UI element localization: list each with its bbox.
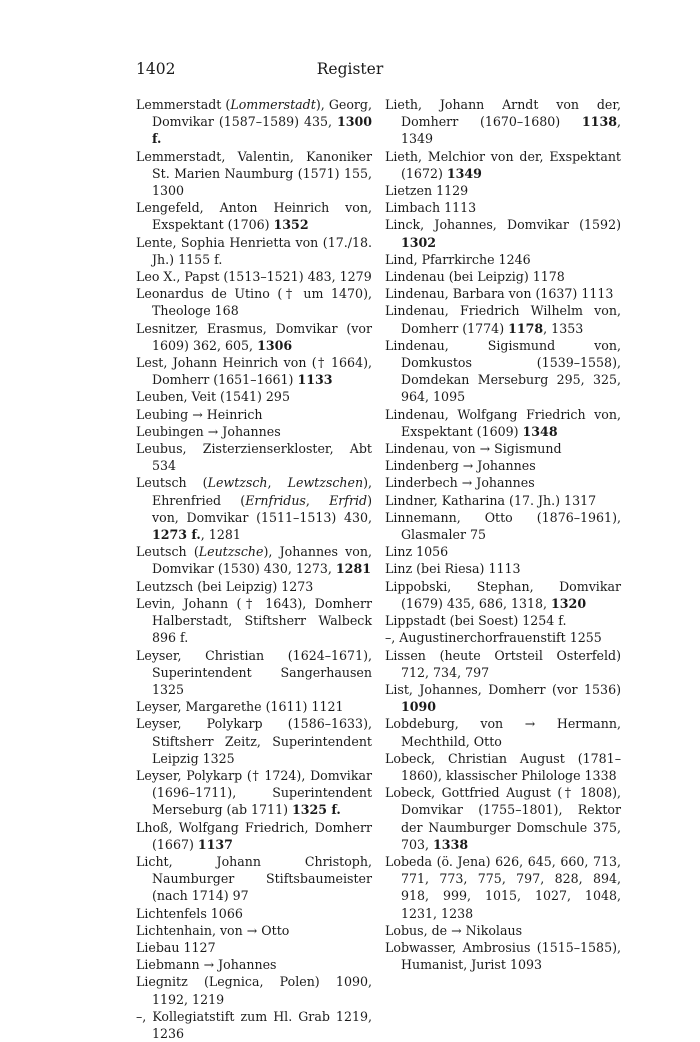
index-entry: Lieth, Melchior von der, Exspektant (1672) 1349 <box>385 148 621 181</box>
index-entry: Lengefeld, Anton Heinrich von, Exspektant (1706) 1352 <box>136 200 372 233</box>
index-entry: Lindenberg → Johannes <box>385 458 536 474</box>
index-entry: Liebmann → Johannes <box>136 957 277 973</box>
index-entry: Leyser, Polykarp († 1724), Domvikar (1696–1711), Superintendent Merseburg (ab 1711) 1325 f. <box>136 767 372 818</box>
index-entry: Lippobski, Stephan, Domvikar (1679) 435, 686, 1318, 1320 <box>385 578 621 611</box>
index-entry: –, Augustinerchorfrauenstift 1255 <box>385 630 602 646</box>
index-entry: Lest, Johann Heinrich von († 1664), Domherr (1651–1661) 1133 <box>136 355 372 388</box>
index-entry: –, Kollegiatstift zum Hl. Grab 1219, 1236 <box>136 1008 372 1041</box>
index-entry: Lemmerstadt (Lommerstadt), Georg, Domvikar (1587–1589) 435, 1300 f. <box>136 97 372 147</box>
index-entry: Leutsch (Lewtzsch, Lewtzschen), Ehrenfried (Ernfridus, Erfrid) von, Domvikar (1511–1513) 430, 1273 f., 1281 <box>136 475 372 543</box>
index-entry: Leubus, Zisterzienserkloster, Abt 534 <box>136 441 372 474</box>
index-entry: Lesnitzer, Erasmus, Domvikar (vor 1609) 362, 605, 1306 <box>136 320 372 353</box>
index-entry: Leubingen → Johannes <box>136 423 281 439</box>
index-entry: Linck, Johannes, Domvikar (1592) 1302 <box>385 217 621 250</box>
index-entry: Lindenau (bei Leipzig) 1178 <box>385 269 565 285</box>
index-entry: Lietzen 1129 <box>385 183 469 199</box>
index-entry: Linz 1056 <box>385 544 449 560</box>
index-entry: Leubing → Heinrich <box>136 406 263 422</box>
index-entry: Lichtenfels 1066 <box>136 905 243 921</box>
index-column-left <box>136 96 372 1042</box>
index-entry: Leo X., Papst (1513–1521) 483, 1279 <box>136 269 372 285</box>
index-entry: Lissen (heute Ortsteil Osterfeld) 712, 734, 797 <box>385 647 621 680</box>
index-entry: Lieth, Johann Arndt von der, Domherr (1670–1680) 1138, 1349 <box>385 97 621 147</box>
index-entry: Licht, Johann Christoph, Naumburger Stiftsbaumeister (nach 1714) 97 <box>136 853 372 904</box>
index-entry: Lobus, de → Nikolaus <box>385 922 523 938</box>
index-entry: Linnemann, Otto (1876–1961), Glasmaler 75 <box>385 509 621 543</box>
index-entry: Leuben, Veit (1541) 295 <box>136 389 290 405</box>
index-entry: List, Johannes, Domherr (vor 1536) 1090 <box>385 681 621 715</box>
index-entry: Lobwasser, Ambrosius (1515–1585), Humanist, Jurist 1093 <box>385 939 621 973</box>
index-entry: Liegnitz (Legnica, Polen) 1090, 1192, 1219 <box>136 974 372 1007</box>
index-entry: Linz (bei Riesa) 1113 <box>385 561 521 577</box>
index-entry: Lobeck, Gottfried August († 1808), Domvikar (1755–1801), Rektor der Naumburger Domschule 375, 703, 1338 <box>385 785 621 852</box>
index-entry: Lindenau, Friedrich Wilhelm von, Domherr (1774) 1178, 1353 <box>385 303 621 336</box>
index-entry: Lobeck, Christian August (1781–1860), klassischer Philologe 1338 <box>385 750 621 783</box>
index-entry: Lobdeburg, von → Hermann, Mechthild, Otto <box>385 716 621 749</box>
index-entry: Lindenau, Wolfgang Friedrich von, Exspektant (1609) 1348 <box>385 406 621 439</box>
index-entry: Leutsch (Leutzsche), Johannes von, Domvikar (1530) 430, 1273, 1281 <box>136 544 372 577</box>
index-entry: Lente, Sophia Henrietta von (17./18. Jh.) 1155 f. <box>136 234 372 267</box>
index-entry: Lindner, Katharina (17. Jh.) 1317 <box>385 492 597 508</box>
index-entry: Lichtenhain, von → Otto <box>136 922 290 938</box>
index-entry: Linderbech → Johannes <box>385 475 535 491</box>
page-number: 1402 <box>136 60 176 78</box>
index-entry: Lhoß, Wolfgang Friedrich, Domherr (1667) 1137 <box>136 819 372 852</box>
index-entry: Lobeda (ö. Jena) 626, 645, 660, 713, 771, 773, 775, 797, 828, 894, 918, 999, 1015, 1027, 1048, 1231, 1238 <box>385 853 621 921</box>
index-entry: Leyser, Margarethe (1611) 1121 <box>136 699 344 715</box>
index-entry: Limbach 1113 <box>385 200 477 216</box>
index-entry: Lippstadt (bei Soest) 1254 f. <box>385 613 567 629</box>
index-entry: Liebau 1127 <box>136 939 216 955</box>
index-entry: Leutzsch (bei Leipzig) 1273 <box>136 578 314 594</box>
index-entry: Lindenau, von → Sigismund <box>385 441 562 457</box>
index-entry: Lemmerstadt, Valentin, Kanoniker St. Marien Naumburg (1571) 155, 1300 <box>136 148 372 199</box>
index-column-right <box>385 96 621 973</box>
running-head: Register <box>316 60 384 78</box>
index-entry: Lind, Pfarrkirche 1246 <box>385 251 531 267</box>
index-entry: Lindenau, Barbara von (1637) 1113 <box>385 286 614 302</box>
index-entry: Levin, Johann († 1643), Domherr Halberstadt, Stiftsherr Walbeck 896 f. <box>136 595 372 646</box>
index-entry: Leonardus de Utino († um 1470), Theologe 168 <box>136 286 372 319</box>
index-entry: Leyser, Polykarp (1586–1633), Stiftsherr Zeitz, Superintendent Leipzig 1325 <box>136 716 372 766</box>
index-entry: Leyser, Christian (1624–1671), Superintendent Sangerhausen 1325 <box>136 647 372 697</box>
index-entry: Lindenau, Sigismund von, Domkustos (1539–1558), Domdekan Merseburg 295, 325, 964, 1095 <box>385 337 621 405</box>
